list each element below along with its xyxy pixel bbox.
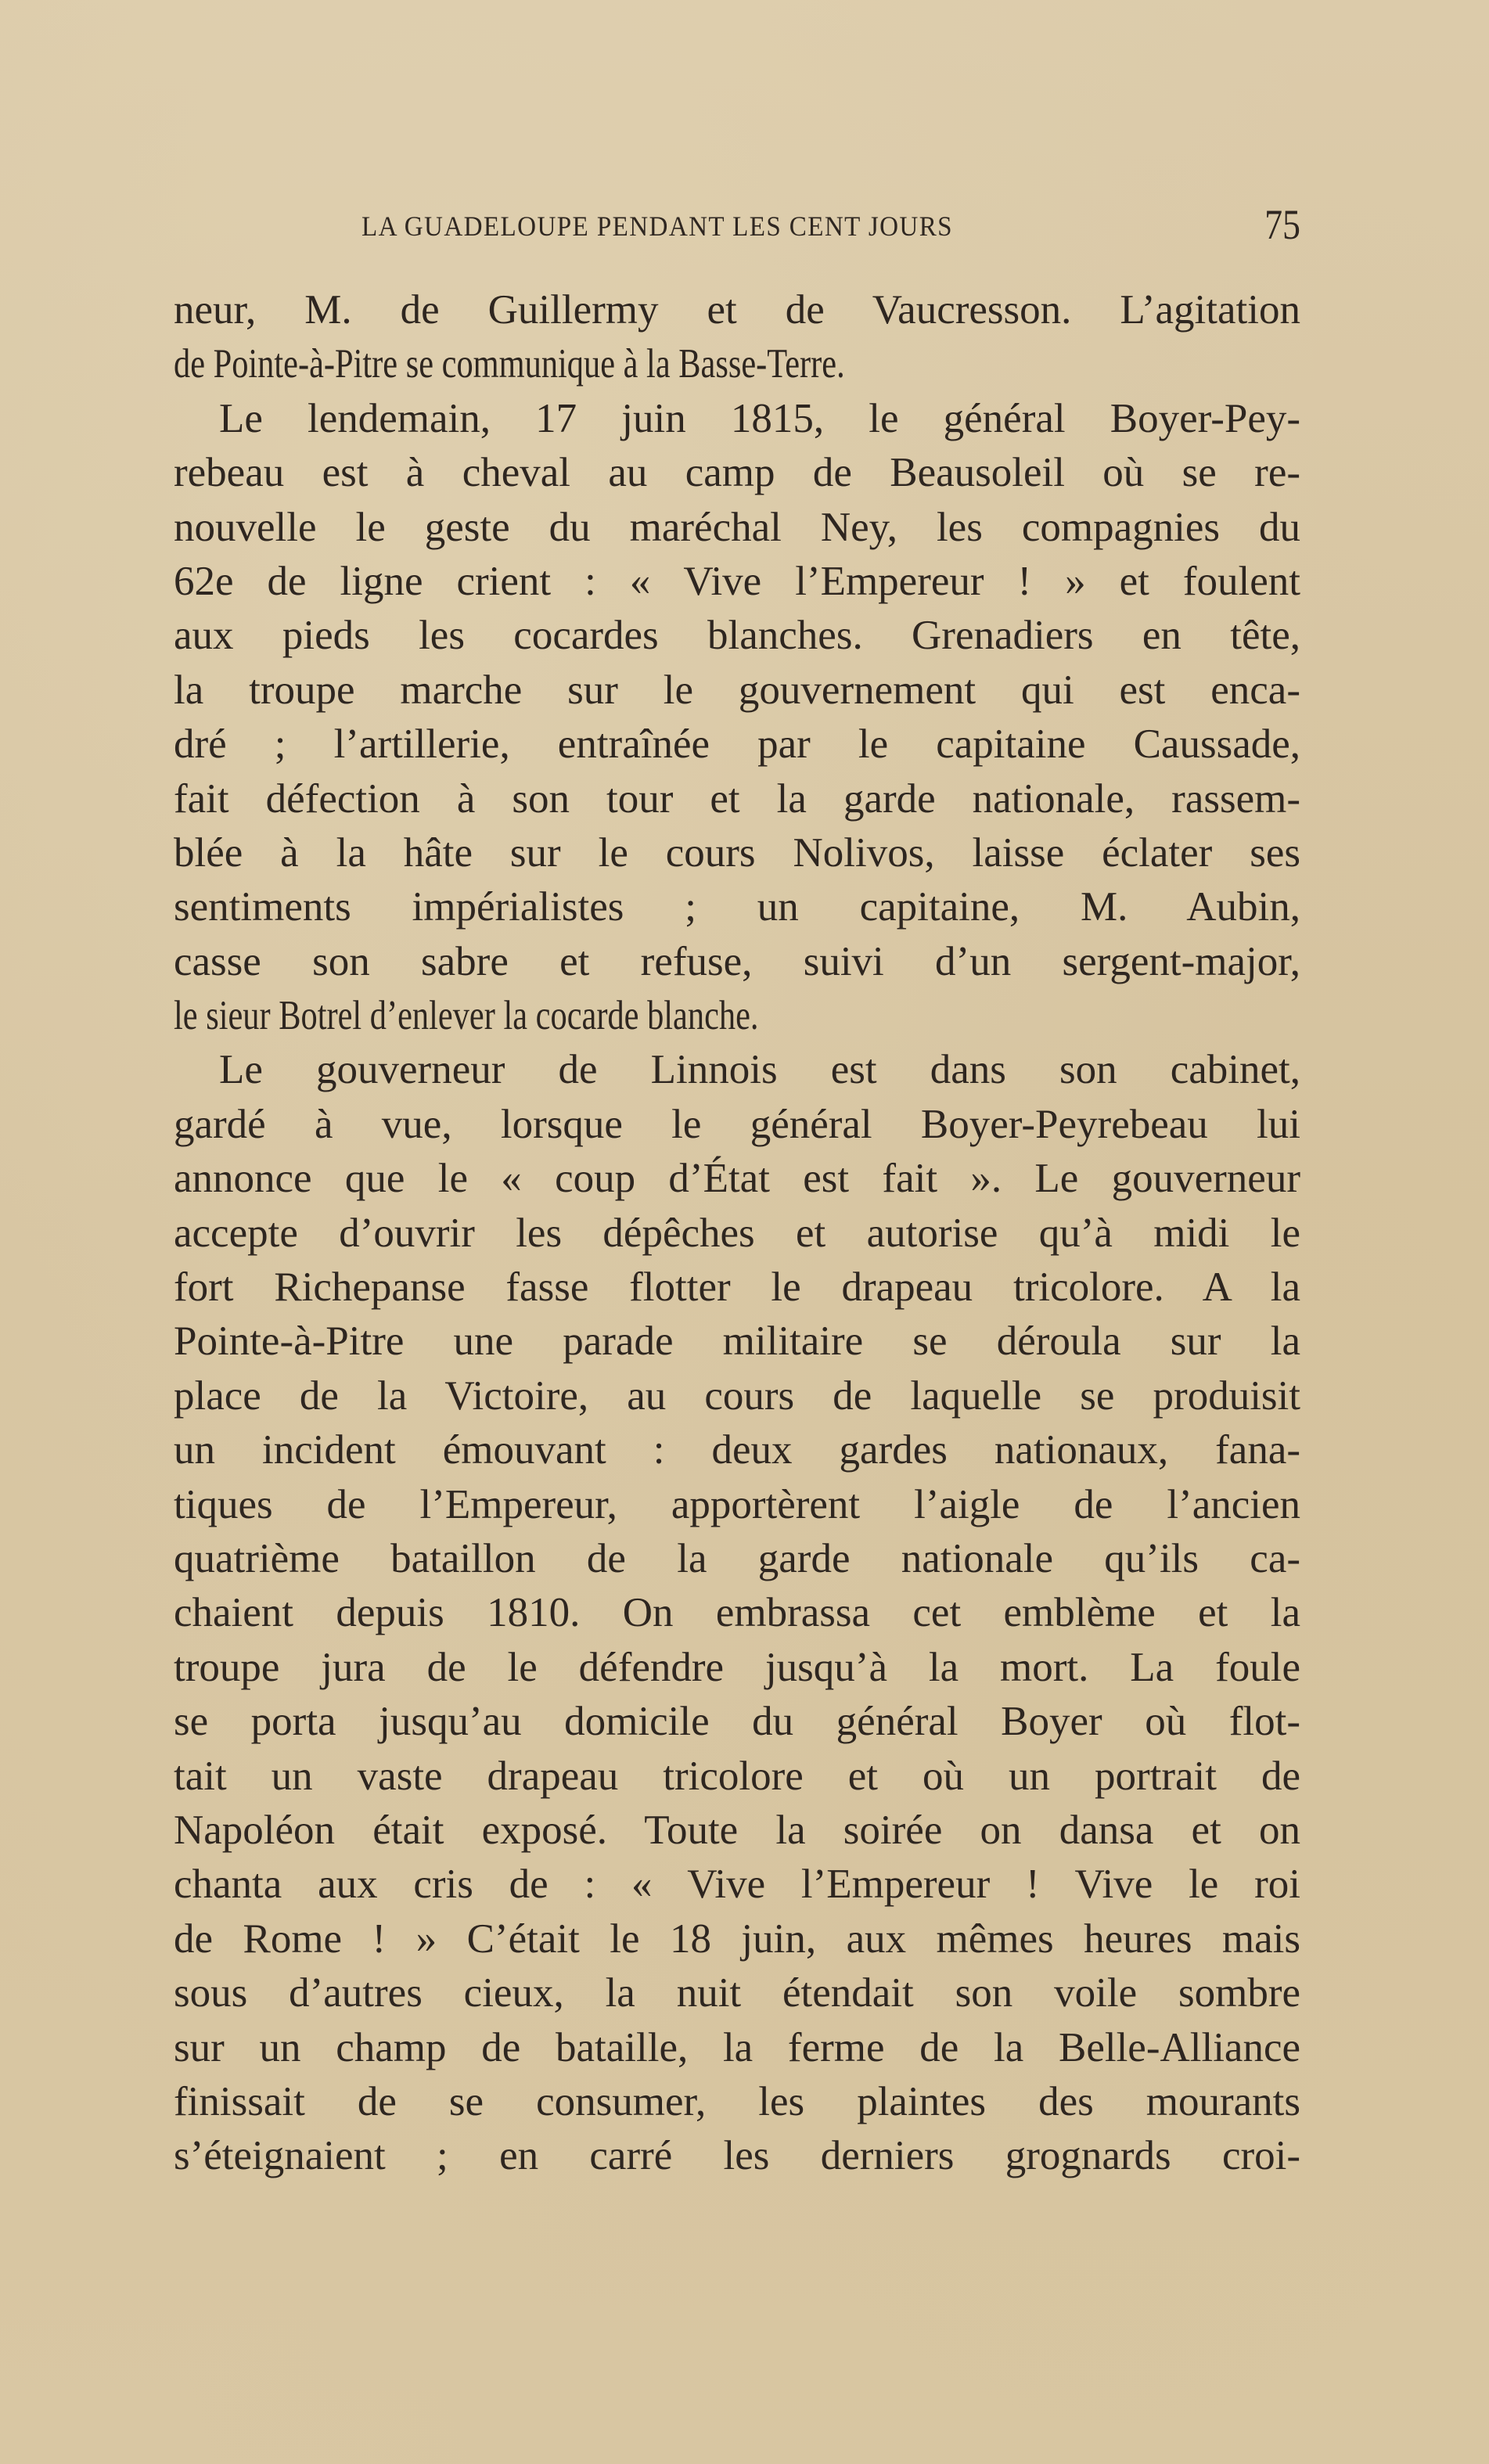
text-line (174, 1695, 1300, 1749)
text-line-content: place de la Victoire, au cours de laquelle se produisit (174, 1372, 1300, 1419)
text-line-content: un incident émouvant : deux gardes nationaux, fana- (174, 1427, 1300, 1473)
text-line-content: tiques de l’Empereur, apportèrent l’aigle de l’ancien (174, 1481, 1300, 1527)
text-line (174, 989, 1300, 1043)
text-line-content: s’éteignaient ; en carré les derniers grognards croi- (174, 2133, 1300, 2179)
text-line-content: 62e de ligne crient : « Vive l’Empereur ! » et foulent (174, 558, 1300, 604)
text-line (174, 283, 1300, 337)
text-line-content: se porta jusqu’au domicile du général Boyer où flot- (174, 1699, 1300, 1745)
text-line-content: Pointe-à-Pitre une parade militaire se déroula sur la (174, 1318, 1300, 1365)
text-line (174, 1261, 1300, 1315)
text-line-content: Le lendemain, 17 juin 1815, le général Boyer-Pey- (219, 395, 1300, 441)
text-line (174, 1858, 1300, 1912)
text-line (174, 1207, 1300, 1261)
text-line-content: casse son sabre et refuse, suivi d’un sergent-major, (174, 938, 1300, 984)
text-line (174, 2021, 1300, 2075)
text-line (174, 555, 1300, 609)
text-line (174, 337, 1300, 391)
text-line (174, 1532, 1300, 1586)
text-line-content: sentiments impérialistes ; un capitaine, M. Aubin, (174, 884, 1300, 930)
text-line-content: troupe jura de le défendre jusqu’à la mort. La foule (174, 1644, 1300, 1690)
text-line-content: sous d’autres cieux, la nuit étendait son voile sombre (174, 1970, 1300, 2016)
body-text (174, 283, 1300, 2184)
text-line (174, 2075, 1300, 2129)
text-line-content: de Pointe-à-Pitre se communique à la Basse-Terre. (174, 341, 845, 387)
text-line (174, 826, 1300, 880)
text-line (174, 880, 1300, 934)
text-line (174, 1966, 1300, 2020)
text-line (174, 501, 1300, 555)
text-line (174, 772, 1300, 826)
text-line-content: fort Richepanse fasse flotter le drapeau tricolore. A la (174, 1264, 1300, 1311)
text-line (174, 609, 1300, 663)
text-line-content: chanta aux cris de : « Vive l’Empereur ! Vive le roi (174, 1861, 1300, 1908)
text-line (174, 1152, 1300, 1206)
text-line-content: chaient depuis 1810. On embrassa cet emblème et la (174, 1590, 1300, 1636)
text-line-content: aux pieds les cocardes blanches. Grenadiers en tête, (174, 613, 1300, 659)
text-line (174, 2129, 1300, 2183)
text-line-content: fait défection à son tour et la garde nationale, rassem- (174, 775, 1300, 822)
text-line-content: finissait de se consumer, les plaintes des mourants (174, 2078, 1300, 2124)
text-line (174, 1804, 1300, 1858)
text-line-content: dré ; l’artillerie, entraînée par le capitaine Caussade, (174, 721, 1300, 768)
text-line (174, 1315, 1300, 1369)
running-head (174, 201, 1300, 252)
text-line (174, 1641, 1300, 1695)
text-line (174, 1369, 1300, 1423)
text-line-content: tait un vaste drapeau tricolore et où un portrait de (174, 1753, 1300, 1799)
text-line-content: nouvelle le geste du maréchal Ney, les compagnies du (174, 504, 1300, 550)
text-line-content: sur un champ de bataille, la ferme de la Belle-Alliance (174, 2024, 1300, 2070)
text-line-content: annonce que le « coup d’État est fait ». Le gouverneur (174, 1156, 1300, 1202)
text-line (174, 1478, 1300, 1532)
text-line (174, 1912, 1300, 1966)
text-line-content: gardé à vue, lorsque le général Boyer-Peyrebeau lui (174, 1101, 1300, 1147)
text-line (174, 446, 1300, 500)
running-title: LA GUADELOUPE PENDANT LES CENT JOURS (361, 210, 953, 242)
text-line-content: Napoléon était exposé. Toute la soirée on dansa et on (174, 1807, 1300, 1853)
text-line-content: rebeau est à cheval au camp de Beausoleil où se re- (174, 450, 1300, 496)
text-line (174, 1750, 1300, 1804)
text-line (174, 1423, 1300, 1477)
page-number: 75 (1264, 201, 1300, 248)
text-line-content: accepte d’ouvrir les dépêches et autorise qu’à midi le (174, 1210, 1300, 1256)
text-line-content: Le gouverneur de Linnois est dans son cabinet, (219, 1047, 1300, 1093)
text-line (174, 935, 1300, 989)
text-line-content: de Rome ! » C’était le 18 juin, aux mêmes heures mais (174, 1915, 1300, 1962)
text-line (174, 1098, 1300, 1152)
text-line (174, 1586, 1300, 1640)
text-line-content: la troupe marche sur le gouvernement qui est enca- (174, 667, 1300, 713)
text-line (174, 664, 1300, 718)
text-line-content: le sieur Botrel d’enlever la cocarde blanche. (174, 993, 759, 1039)
text-line-content: neur, M. de Guillermy et de Vaucresson. L’agitation (174, 287, 1300, 333)
text-line (174, 718, 1300, 772)
text-line-content: quatrième bataillon de la garde nationale qu’ils ca- (174, 1535, 1300, 1581)
text-line (174, 392, 1300, 446)
text-line-content: blée à la hâte sur le cours Nolivos, laisse éclater ses (174, 829, 1300, 876)
text-line (174, 1043, 1300, 1097)
